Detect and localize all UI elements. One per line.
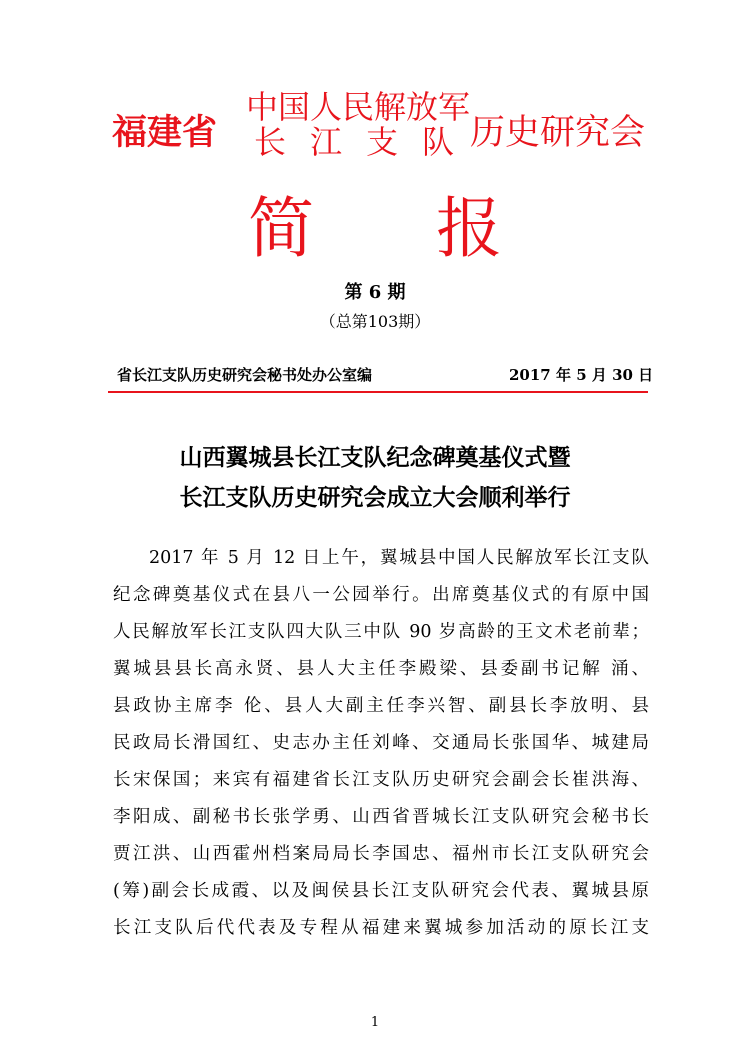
issue-total: （总第103期） [319,312,431,331]
header-organization-line1: 中国人民解放军 [246,88,471,126]
body-line: 人民解放军长江支队四大队三中队 90 岁高龄的王文术老前辈； [113,622,649,642]
header-divider [108,391,648,393]
body-line: 翼城县县长高永贤、县人大主任李殿梁、县委副书记解 涌、 [113,659,649,679]
article-title-line1: 山西翼城县长江支队纪念碑奠基仪式暨 [179,445,571,471]
header-organization-line2: 长江支队 [254,123,479,161]
body-line: (筹)副会长成霞、以及闽侯县长江支队研究会代表、翼城县原 [113,881,649,901]
body-line: 纪念碑奠基仪式在县八一公园举行。出席奠基仪式的有原中国 [113,585,649,605]
body-line: 长宋保国；来宾有福建省长江支队历史研究会副会长崔洪海、 [113,770,649,790]
body-line: 李阳成、副秘书长张学勇、山西省晋城长江支队研究会秘书长 [113,807,649,827]
brief-title-char2: 报 [436,190,502,267]
article-title [0,438,750,518]
header-organization [246,88,479,161]
publish-date: 2017 年 5 月 30 日 [509,366,654,384]
brief-title-char1: 简 [248,190,314,267]
body-line: 2017 年 5 月 12 日上午，翼城县中国人民解放军长江支队 [149,548,649,568]
body-line: 民政局长滑国红、史志办主任刘峰、交通局长张国华、城建局 [113,733,649,753]
article-body [113,540,649,947]
body-line: 县政协主席李 伦、县人大副主任李兴智、副县长李放明、县 [113,696,649,716]
issue-number: 第 6 期 [344,282,406,303]
body-line: 长江支队后代代表及专程从福建来翼城参加活动的原长江支 [113,918,649,938]
header-province: 福建省 [112,113,218,153]
editor-line: 省长江支队历史研究会秘书处办公室编 [117,366,373,384]
page-number: 1 [370,1015,380,1030]
header-society: 历史研究会 [470,113,646,153]
article-title-line2: 长江支队历史研究会成立大会顺利举行 [179,485,571,511]
body-line: 贾江洪、山西霍州档案局局长李国忠、福州市长江支队研究会 [113,844,649,864]
